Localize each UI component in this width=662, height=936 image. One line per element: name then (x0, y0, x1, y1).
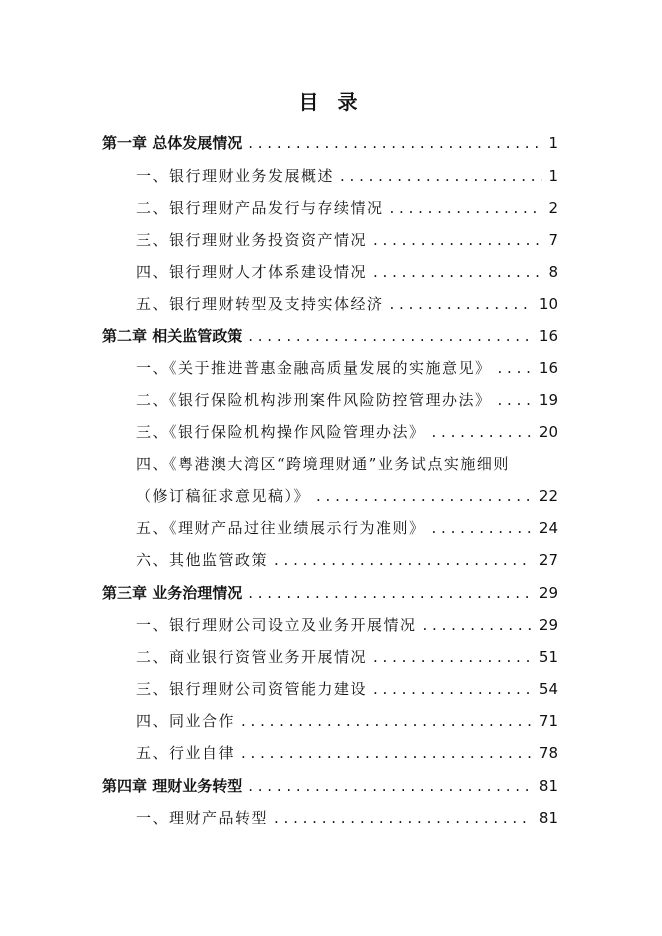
toc-entry-title: 四、银行理财人才体系建设情况 (136, 263, 368, 281)
toc-page-number: 16 (538, 359, 558, 377)
toc-page-number: 22 (538, 487, 558, 505)
toc-entry-title: 五、《理财产品过往业绩展示行为准则》 (136, 519, 426, 537)
dot-leader (373, 262, 542, 282)
toc-section-1-2[interactable] (136, 198, 558, 218)
dot-leader (423, 615, 533, 635)
dot-leader (390, 294, 533, 314)
page-title: 目 录 (298, 90, 364, 114)
toc-entry-title: 第一章 总体发展情况 (102, 134, 243, 152)
toc-page-number: 16 (538, 327, 558, 345)
toc-entry-title: 五、行业自律 (136, 744, 236, 762)
toc-section-4-1[interactable] (136, 808, 558, 828)
dot-leader (274, 550, 533, 570)
dot-leader (498, 358, 533, 378)
toc-section-1-3[interactable] (136, 230, 558, 250)
toc-entry-title-continued: （修订稿征求意见稿）》 (136, 487, 311, 505)
toc-chapter-3[interactable] (102, 583, 558, 603)
toc-entry-title: 二、银行理财产品发行与存续情况 (136, 199, 384, 217)
toc-entry-title: 第二章 相关监管政策 (102, 327, 243, 345)
dot-leader (373, 647, 533, 667)
toc-page-number: 8 (548, 263, 558, 281)
dot-leader (373, 679, 533, 699)
toc-page-number: 78 (538, 744, 558, 762)
toc-page-number: 7 (548, 231, 558, 249)
toc-section-1-5[interactable] (136, 294, 558, 314)
toc-page-number: 29 (538, 616, 558, 634)
toc-page-number: 24 (538, 519, 558, 537)
toc-entry-title: 三、银行理财业务投资资产情况 (136, 231, 368, 249)
toc-section-2-5[interactable] (136, 518, 558, 538)
toc-section-3-4[interactable] (136, 711, 558, 731)
toc-section-2-6[interactable] (136, 550, 558, 570)
dot-leader (432, 422, 533, 442)
toc-section-1-1[interactable] (136, 166, 558, 186)
dot-leader (248, 583, 533, 603)
toc-page-number: 71 (538, 712, 558, 730)
toc-entry-title: 四、同业合作 (136, 712, 236, 730)
dot-leader (248, 326, 533, 346)
toc-page-number: 27 (538, 551, 558, 569)
toc-section-2-1[interactable] (136, 358, 558, 378)
toc-chapter-1[interactable] (102, 133, 558, 153)
toc-entry-title: 一、理财产品转型 (136, 809, 269, 827)
toc-entry-title: 一、《关于推进普惠金融高质量发展的实施意见》 (136, 359, 492, 377)
toc-page-number: 81 (538, 777, 558, 795)
toc-section-3-3[interactable] (136, 679, 558, 699)
toc-page-number: 19 (538, 391, 558, 409)
toc-chapter-2[interactable] (102, 326, 558, 346)
toc-section-3-2[interactable] (136, 647, 558, 667)
dot-leader (373, 230, 542, 250)
dot-leader (498, 390, 533, 410)
toc-section-2-4-continuation[interactable] (136, 486, 558, 506)
toc-page-number: 1 (548, 167, 558, 185)
toc-section-3-1[interactable] (136, 615, 558, 635)
toc-entry-title: 一、银行理财公司设立及业务开展情况 (136, 616, 417, 634)
dot-leader (390, 198, 543, 218)
toc-page-number: 51 (538, 648, 558, 666)
toc-page-number: 10 (538, 295, 558, 313)
dot-leader (248, 776, 533, 796)
dot-leader (432, 518, 533, 538)
toc-entry-title: 六、其他监管政策 (136, 551, 269, 569)
dot-leader (274, 808, 533, 828)
toc-chapter-4[interactable] (102, 776, 558, 796)
toc-section-2-2[interactable] (136, 390, 558, 410)
toc-entry-title: 第四章 理财业务转型 (102, 777, 243, 795)
toc-page-number: 54 (538, 680, 558, 698)
toc-page-number: 2 (548, 199, 558, 217)
toc-entry-title: 第三章 业务治理情况 (102, 584, 243, 602)
toc-page-number: 81 (538, 809, 558, 827)
toc-section-1-4[interactable] (136, 262, 558, 282)
toc-page-number: 29 (538, 584, 558, 602)
toc-entry-title: 二、商业银行资管业务开展情况 (136, 648, 368, 666)
dot-leader (248, 133, 542, 153)
dot-leader (316, 486, 533, 506)
toc-entry-title: 三、《银行保险机构操作风险管理办法》 (136, 423, 426, 441)
toc-entry-title: 四、《粤港澳大湾区“跨境理财通”业务试点实施细则 (136, 455, 510, 473)
dot-leader (241, 711, 533, 731)
toc-entry-title: 五、银行理财转型及支持实体经济 (136, 295, 384, 313)
toc-entry-title: 三、银行理财公司资管能力建设 (136, 680, 368, 698)
toc-section-2-4[interactable] (136, 454, 510, 474)
toc-page-number: 20 (538, 423, 558, 441)
dot-leader (340, 166, 542, 186)
dot-leader (241, 743, 533, 763)
toc-entry-title: 二、《银行保险机构涉刑案件风险防控管理办法》 (136, 391, 492, 409)
toc-section-2-3[interactable] (136, 422, 558, 442)
toc-page-number: 1 (548, 134, 558, 152)
toc-entry-title: 一、银行理财业务发展概述 (136, 167, 335, 185)
toc-section-3-5[interactable] (136, 743, 558, 763)
